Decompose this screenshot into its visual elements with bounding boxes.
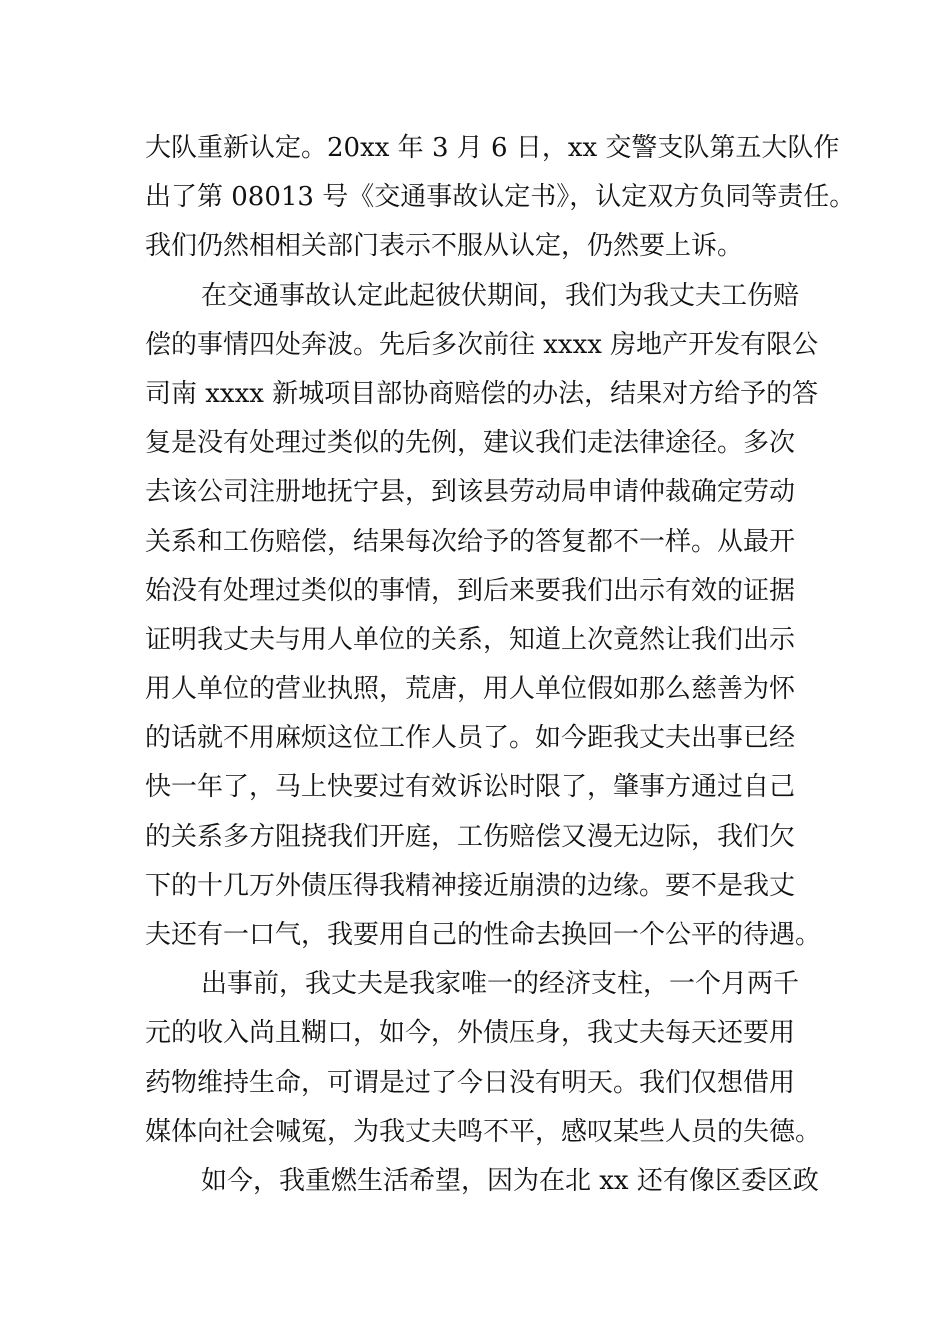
text-line: 药物维持生命，可谓是过了今日没有明天。我们仅想借用 [145,1067,796,1098]
text-line: 去该公司注册地抚宁县，到该县劳动局申请仲裁确定劳动 [145,477,796,508]
text-line: 快一年了，马上快要过有效诉讼时限了，肇事方通过自己 [145,772,796,803]
text-line: 媒体向社会喊冤，为我丈夫鸣不平，感叹某些人员的失德。 [145,1116,822,1147]
text-line: 证明我丈夫与用人单位的关系，知道上次竟然让我们出示 [145,624,796,655]
text-line: 偿的事情四处奔波。先后多次前往 xxxx 房地产开发有限公 [145,329,819,360]
body-text [145,124,856,1206]
text-line: 用人单位的营业执照，荒唐，用人单位假如那么慈善为怀 [145,674,796,705]
text-line: 下的十几万外债压得我精神接近崩溃的边缘。要不是我丈 [145,870,796,901]
text-line: 司南 xxxx 新城项目部协商赔偿的办法，结果对方给予的答 [145,378,819,409]
text-line: 大队重新认定。20xx 年 3 月 6 日，xx 交警支队第五大队作 [145,133,840,163]
text-line: 的话就不用麻烦这位工作人员了。如今距我丈夫出事已经 [145,723,796,754]
text-line: 出了第 08013 号《交通事故认定书》，认定双方负同等责任。 [145,182,856,213]
text-line: 的关系多方阻挠我们开庭，工伤赔偿又漫无边际，我们欠 [145,821,796,852]
text-line: 复是没有处理过类似的先例，建议我们走法律途径。多次 [145,428,796,459]
text-line: 夫还有一口气，我要用自己的性命去换回一个公平的待遇。 [145,920,822,950]
text-line: 元的收入尚且糊口，如今，外债压身，我丈夫每天还要用 [145,1018,796,1049]
paragraph-first-line: 如今，我重燃生活希望，因为在北 xx 还有像区委区政 [201,1165,819,1196]
text-line: 始没有处理过类似的事情，到后来要我们出示有效的证据 [145,575,796,606]
text-line: 关系和工伤赔偿，结果每次给予的答复都不一样。从最开 [145,526,796,557]
text-line: 我们仍然相相关部门表示不服从认定，仍然要上诉。 [145,231,744,262]
paragraph-first-line: 出事前，我丈夫是我家唯一的经济支柱，一个月两千 [201,969,800,1000]
paragraph-first-line: 在交通事故认定此起彼伏期间，我们为我丈夫工伤赔 [201,280,800,311]
